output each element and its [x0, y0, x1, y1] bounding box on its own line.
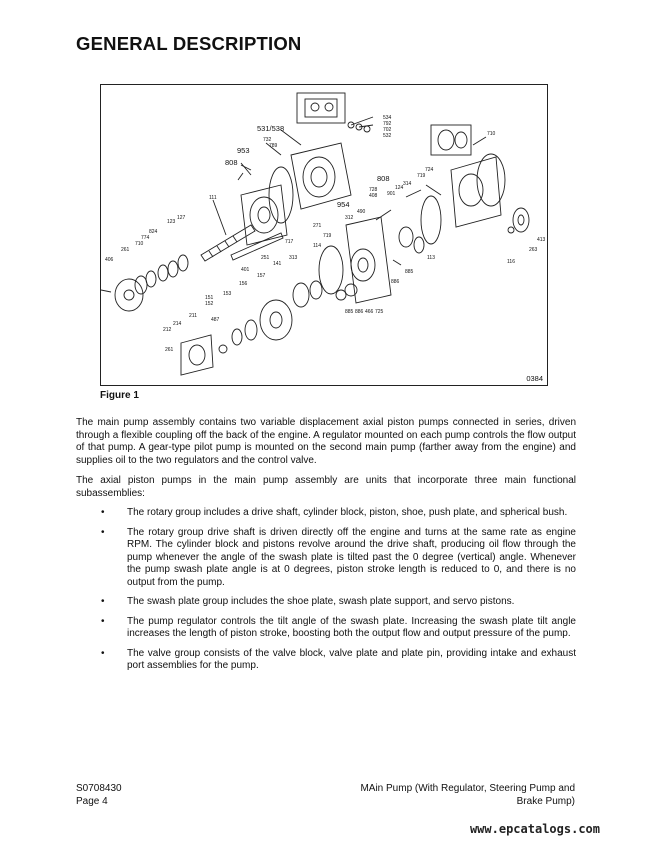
- bullet-glyph: •: [101, 596, 105, 607]
- svg-text:124: 124: [395, 185, 404, 191]
- svg-text:710: 710: [135, 241, 144, 247]
- svg-text:732: 732: [263, 137, 272, 143]
- svg-text:157: 157: [257, 273, 266, 279]
- svg-text:313: 313: [289, 255, 298, 261]
- svg-text:261: 261: [165, 347, 174, 353]
- figure-code: 0384: [526, 374, 543, 383]
- list-item: • The pump regulator controls the tilt angle of the swash plate. Increasing the swash plate tilt angle increases the length of piston stroke, boosting both the output flow and output pressure of the pump.: [101, 615, 576, 639]
- svg-text:127: 127: [177, 215, 186, 221]
- subassemblies-paragraph: The axial piston pumps in the main pump assembly are units that incorporate three main functional subassemblies:: [76, 475, 576, 499]
- svg-text:261: 261: [121, 247, 130, 253]
- svg-text:953: 953: [237, 146, 250, 155]
- svg-text:251: 251: [261, 255, 270, 261]
- svg-text:824: 824: [149, 229, 158, 235]
- svg-text:954: 954: [337, 200, 350, 209]
- svg-text:153: 153: [223, 291, 232, 297]
- second-pump-shape: [451, 157, 501, 227]
- svg-text:808: 808: [377, 174, 390, 183]
- svg-text:211: 211: [189, 313, 197, 319]
- svg-text:271: 271: [313, 223, 322, 229]
- bullet-glyph: •: [101, 507, 105, 518]
- section-title-line2: Brake Pump): [516, 796, 575, 807]
- svg-text:490: 490: [357, 209, 366, 215]
- section-title-line1: MAin Pump (With Regulator, Steering Pump and: [360, 783, 575, 794]
- figure-caption: Figure 1: [100, 390, 139, 401]
- exploded-view-figure: [100, 84, 548, 386]
- svg-text:113: 113: [427, 255, 435, 261]
- cover-plate-shape: [241, 185, 287, 245]
- subassembly-list: [76, 507, 576, 680]
- svg-text:156: 156: [239, 281, 248, 287]
- footer-left: [76, 782, 122, 808]
- svg-text:116: 116: [507, 259, 515, 265]
- svg-text:487: 487: [211, 317, 220, 323]
- svg-text:111: 111: [209, 195, 217, 201]
- svg-text:724: 724: [425, 167, 434, 173]
- svg-text:401: 401: [241, 267, 250, 273]
- svg-text:531/538: 531/538: [257, 124, 285, 133]
- svg-text:312: 312: [345, 215, 354, 221]
- list-item: • The swash plate group includes the shoe plate, swash plate support, and servo pistons.: [101, 596, 515, 607]
- page-title: GENERAL DESCRIPTION: [76, 33, 302, 54]
- svg-text:314: 314: [403, 181, 412, 187]
- svg-text:263: 263: [529, 247, 538, 253]
- svg-text:413: 413: [537, 237, 546, 243]
- footer-right: [360, 782, 575, 808]
- list-item: • The rotary group drive shaft is driven directly off the engine and turns at the same rate as engine RPM. The cylinder block and pistons revolve around the drive shaft, producing oil flow through the pump whenever the angle of the swash plate is tilted past the 0 degree (vertical) angle. Whenever the pump swash plate angle is at 0 degrees, piston stroke length is reduced to 0, and there is no output from the pump.: [101, 526, 576, 588]
- list-item: • The rotary group includes a drive shaft, cylinder block, piston, shoe, push plate, and spherical bush.: [101, 507, 568, 518]
- svg-text:717: 717: [285, 239, 294, 245]
- regulator-block-shape: [297, 93, 345, 123]
- list-item: • The valve group consists of the valve block, valve plate and plate pin, providing intake and exhaust port assemblies for the pump.: [101, 647, 576, 671]
- doc-number: S0708430: [76, 783, 122, 794]
- svg-text:719: 719: [323, 233, 332, 239]
- svg-text:532: 532: [383, 133, 392, 139]
- svg-text:885: 885: [345, 309, 354, 315]
- valve-block-shape: [346, 217, 391, 303]
- svg-text:728: 728: [369, 187, 378, 193]
- cylinder-block-shape: [260, 300, 292, 340]
- svg-text:792: 792: [383, 121, 392, 127]
- svg-text:789: 789: [269, 143, 278, 149]
- svg-text:466: 466: [365, 309, 374, 315]
- svg-text:408: 408: [369, 193, 378, 199]
- svg-text:406: 406: [105, 257, 114, 263]
- svg-text:725: 725: [375, 309, 384, 315]
- svg-text:702: 702: [383, 127, 392, 133]
- svg-text:114: 114: [313, 243, 321, 249]
- page-number: Page 4: [76, 796, 108, 807]
- intro-paragraph: The main pump assembly contains two variable displacement axial piston pumps connected in series, driven through a flexible coupling off the back of the engine. A regulator mounted on each pump controls the flow output of that pump. A gear-type pilot pump is mounted on the second main pump (farther away from the engine) and supplies oil to the two regulators and the control valve.: [76, 417, 576, 466]
- svg-text:886: 886: [355, 309, 364, 315]
- svg-text:123: 123: [167, 219, 176, 225]
- svg-text:151: 151: [205, 295, 214, 301]
- bullet-glyph: •: [101, 615, 105, 627]
- svg-text:901: 901: [387, 191, 396, 197]
- bullet-glyph: •: [101, 526, 105, 538]
- svg-text:152: 152: [205, 301, 214, 307]
- svg-text:214: 214: [173, 321, 182, 327]
- watermark-link[interactable]: www.epcatalogs.com: [469, 822, 600, 836]
- svg-text:885: 885: [405, 269, 414, 275]
- svg-text:886: 886: [391, 279, 400, 285]
- svg-text:719: 719: [417, 173, 426, 179]
- part-number-labels: [105, 115, 546, 353]
- svg-text:141: 141: [273, 261, 282, 267]
- svg-text:710: 710: [487, 131, 496, 137]
- bullet-glyph: •: [101, 647, 105, 659]
- svg-text:808: 808: [225, 158, 238, 167]
- svg-text:534: 534: [383, 115, 392, 121]
- svg-text:212: 212: [163, 327, 172, 333]
- pump-exploded-diagram: [101, 85, 547, 385]
- svg-text:774: 774: [141, 235, 150, 241]
